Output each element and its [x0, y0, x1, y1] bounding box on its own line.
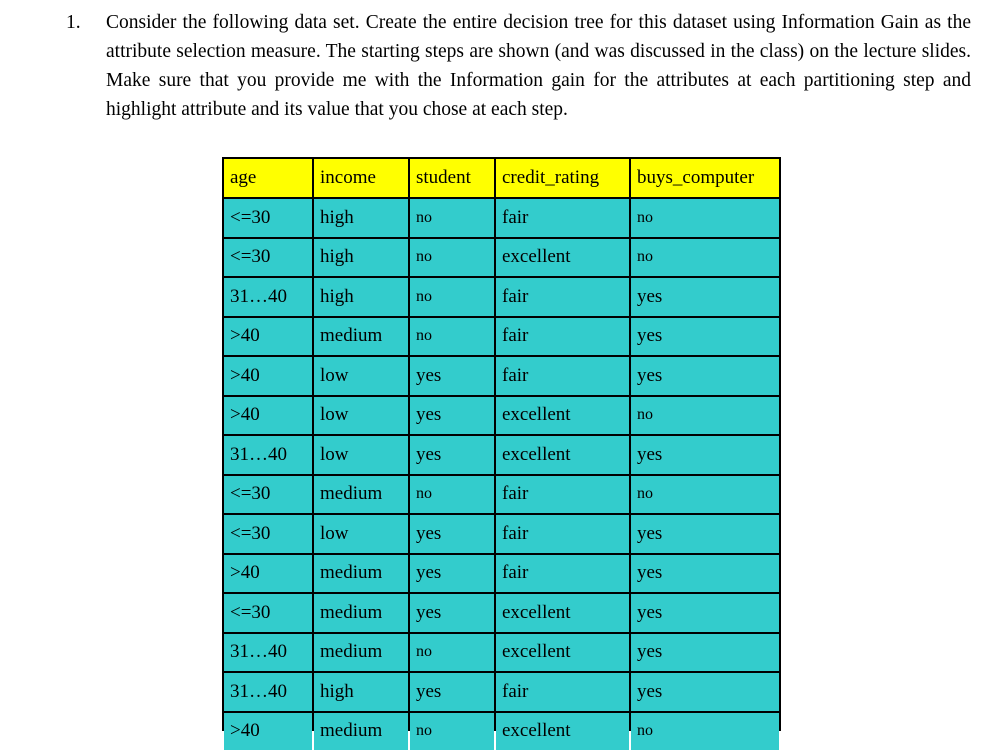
cell-credit-rating: excellent: [496, 594, 629, 632]
cell-buys-computer: no: [631, 239, 779, 277]
cell-buys-computer: no: [631, 476, 779, 514]
cell-buys-computer: yes: [631, 436, 779, 474]
cell-income: medium: [314, 318, 408, 356]
cell-credit-rating: fair: [496, 278, 629, 316]
cell-student: yes: [410, 436, 494, 474]
cell-buys-computer: yes: [631, 555, 779, 593]
cell-age: 31…40: [224, 278, 312, 316]
cell-income: high: [314, 278, 408, 316]
cell-credit-rating: excellent: [496, 239, 629, 277]
cell-credit-rating: excellent: [496, 634, 629, 672]
cell-student: no: [410, 713, 494, 751]
cell-buys-computer: no: [631, 199, 779, 237]
cell-buys-computer: yes: [631, 634, 779, 672]
cell-age: >40: [224, 357, 312, 395]
cell-student: no: [410, 199, 494, 237]
cell-buys-computer: yes: [631, 673, 779, 711]
question-block: [66, 8, 971, 124]
cell-credit-rating: excellent: [496, 397, 629, 435]
cell-student: no: [410, 278, 494, 316]
cell-income: medium: [314, 713, 408, 751]
cell-age: 31…40: [224, 436, 312, 474]
cell-income: low: [314, 357, 408, 395]
cell-credit-rating: excellent: [496, 713, 629, 751]
header-cell-buys-computer: buys_computer: [631, 159, 779, 197]
cell-income: medium: [314, 594, 408, 632]
cell-student: no: [410, 318, 494, 356]
cell-income: medium: [314, 476, 408, 514]
cell-income: high: [314, 199, 408, 237]
cell-credit-rating: fair: [496, 357, 629, 395]
cell-buys-computer: yes: [631, 515, 779, 553]
cell-age: 31…40: [224, 634, 312, 672]
header-cell-income: income: [314, 159, 408, 197]
cell-age: 31…40: [224, 673, 312, 711]
question-text: Consider the following data set. Create the entire decision tree for this dataset using Information Gain as the attribute selection measure. The starting steps are shown (and was discussed in the class) on the lecture slides. Make sure that you provide me with the Information gain for the attributes at each partitioning step and highlight attribute and its value that you chose at each step.: [106, 12, 971, 120]
cell-income: low: [314, 515, 408, 553]
cell-credit-rating: fair: [496, 515, 629, 553]
cell-credit-rating: fair: [496, 199, 629, 237]
cell-buys-computer: yes: [631, 278, 779, 316]
cell-buys-computer: yes: [631, 594, 779, 632]
cell-income: medium: [314, 555, 408, 593]
cell-age: <=30: [224, 199, 312, 237]
cell-student: no: [410, 239, 494, 277]
cell-income: high: [314, 673, 408, 711]
cell-credit-rating: fair: [496, 555, 629, 593]
cell-age: <=30: [224, 594, 312, 632]
cell-income: low: [314, 436, 408, 474]
cell-student: yes: [410, 555, 494, 593]
cell-student: yes: [410, 357, 494, 395]
cell-income: high: [314, 239, 408, 277]
cell-credit-rating: excellent: [496, 436, 629, 474]
cell-income: medium: [314, 634, 408, 672]
cell-income: low: [314, 397, 408, 435]
cell-buys-computer: no: [631, 397, 779, 435]
cell-age: >40: [224, 713, 312, 751]
header-cell-credit-rating: credit_rating: [496, 159, 629, 197]
cell-age: >40: [224, 555, 312, 593]
cell-student: yes: [410, 594, 494, 632]
cell-credit-rating: fair: [496, 476, 629, 514]
cell-buys-computer: yes: [631, 318, 779, 356]
cell-age: >40: [224, 318, 312, 356]
cell-age: <=30: [224, 515, 312, 553]
cell-credit-rating: fair: [496, 673, 629, 711]
cell-age: >40: [224, 397, 312, 435]
cell-student: no: [410, 634, 494, 672]
cell-buys-computer: no: [631, 713, 779, 751]
question-number: 1.: [66, 12, 81, 33]
cell-student: yes: [410, 397, 494, 435]
header-cell-age: age: [224, 159, 312, 197]
cell-student: no: [410, 476, 494, 514]
cell-credit-rating: fair: [496, 318, 629, 356]
cell-student: yes: [410, 673, 494, 711]
cell-age: <=30: [224, 239, 312, 277]
cell-age: <=30: [224, 476, 312, 514]
header-cell-student: student: [410, 159, 494, 197]
dataset-table: [222, 157, 781, 742]
cell-student: yes: [410, 515, 494, 553]
cell-buys-computer: yes: [631, 357, 779, 395]
